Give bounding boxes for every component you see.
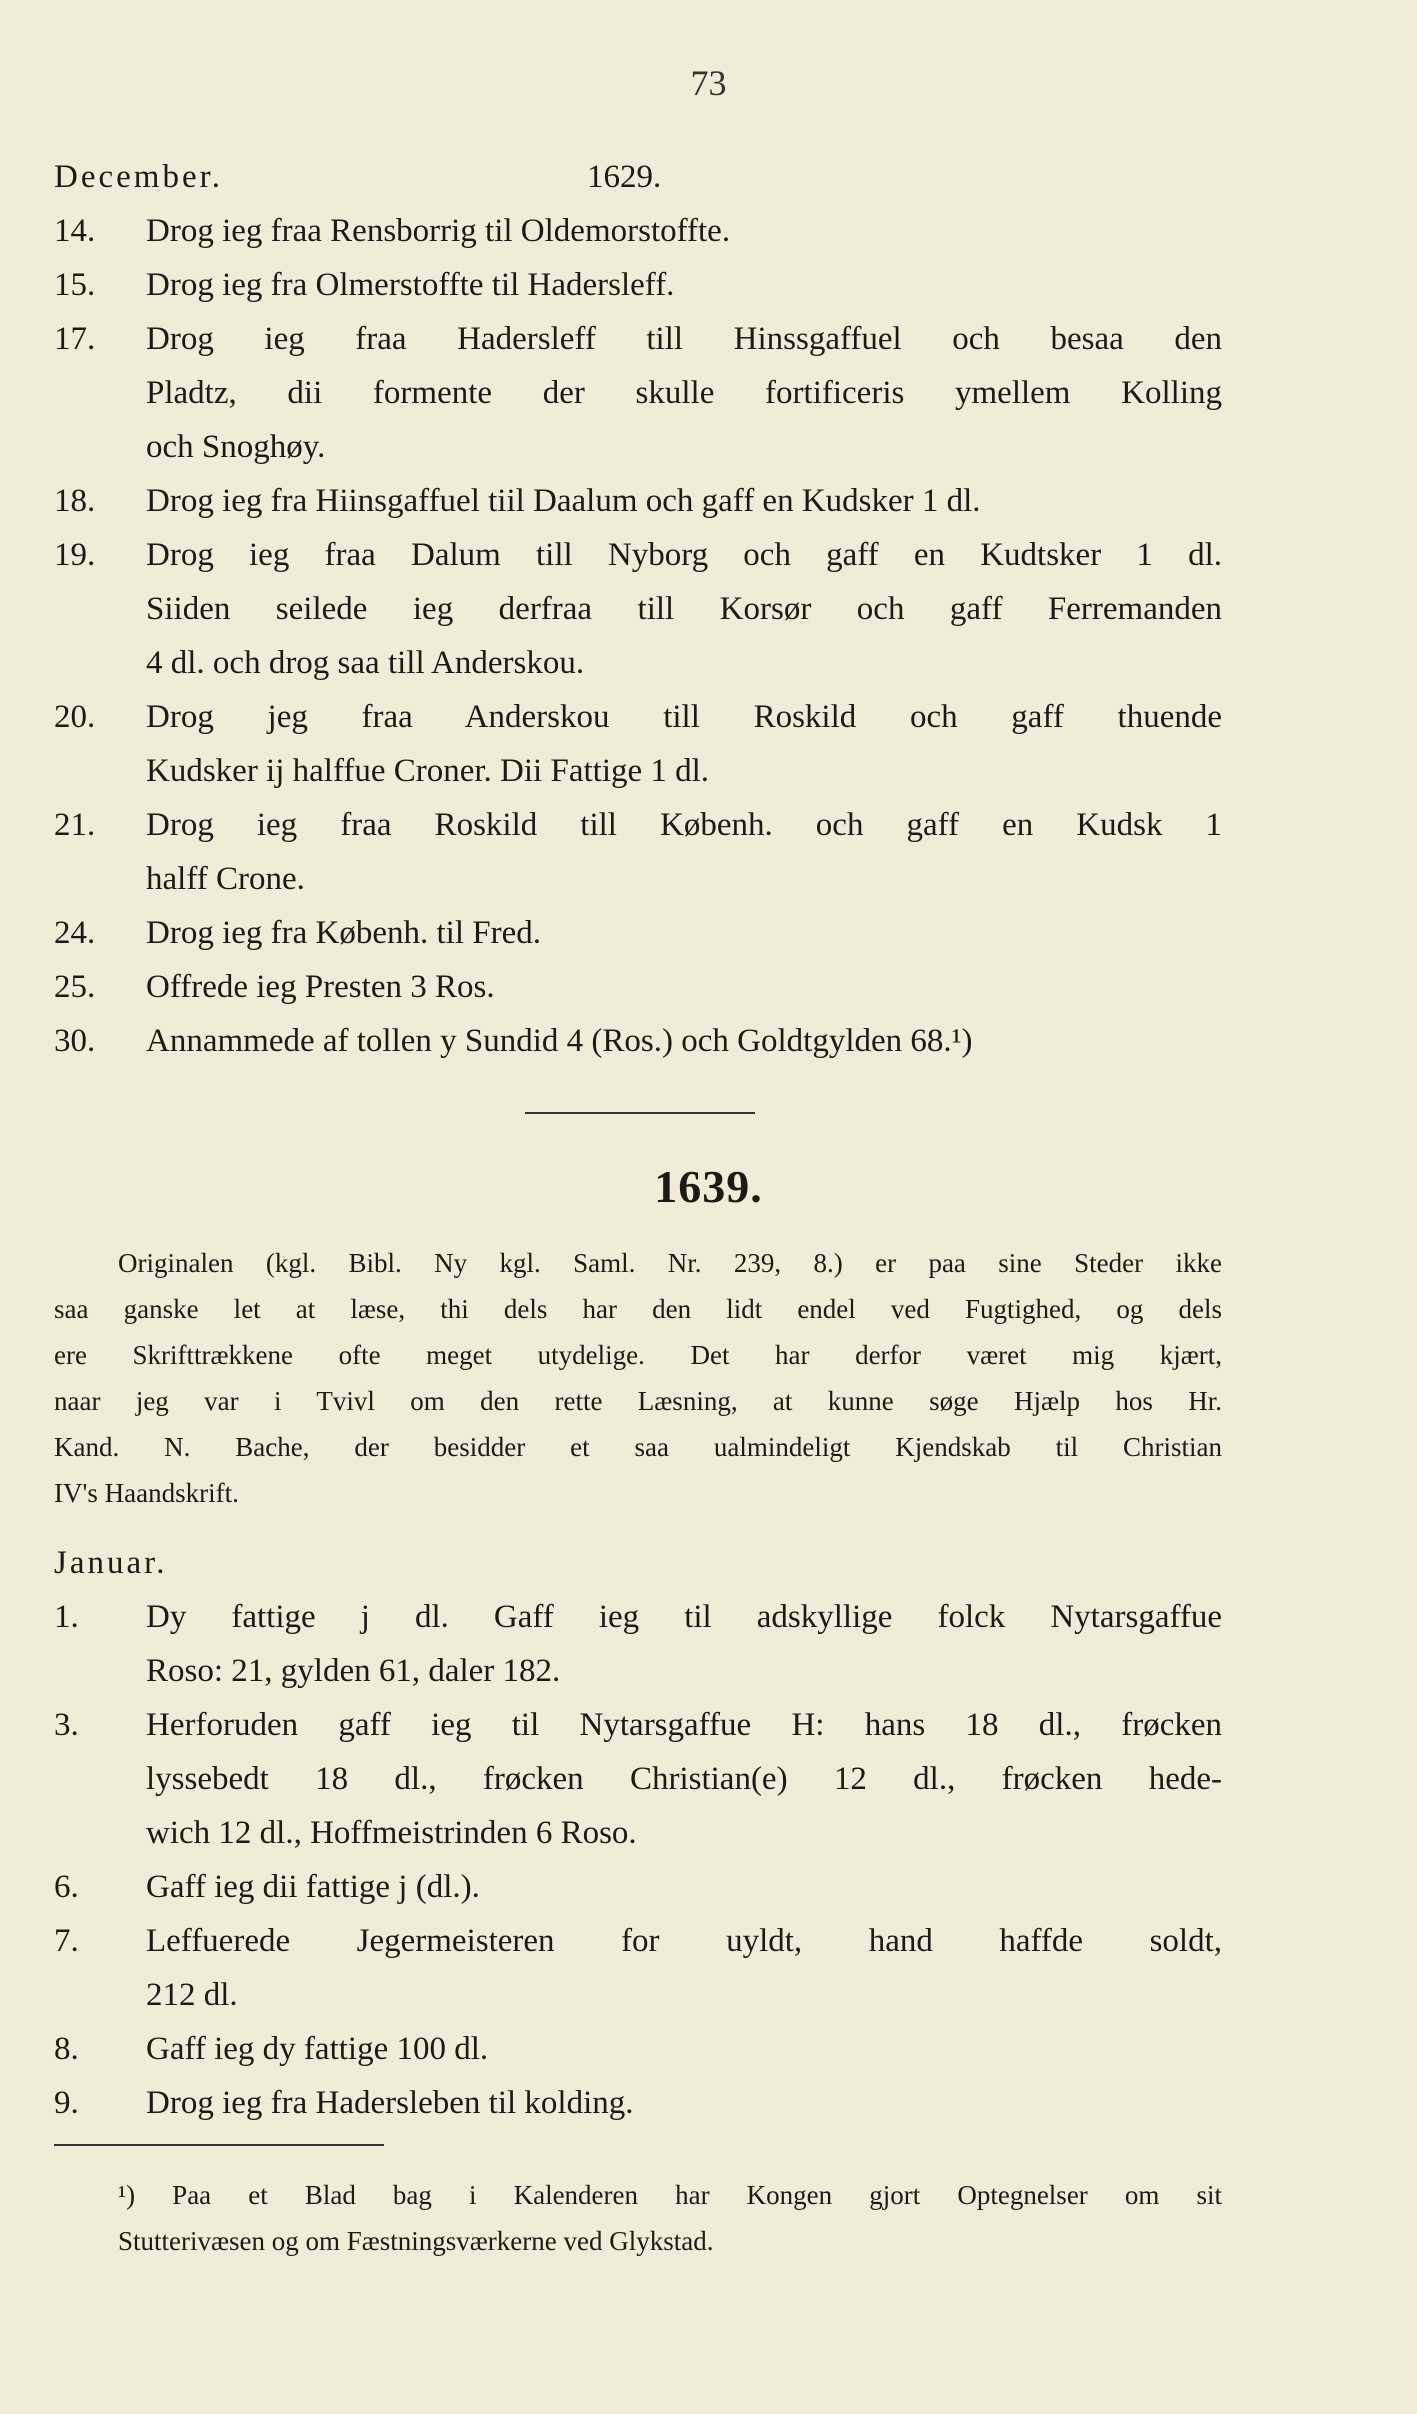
diary-entries-januar xyxy=(54,1590,1222,2130)
entry-text-line: Annammede af tollen y Sundid 4 (Ros.) och Goldtgylden 68.¹) xyxy=(146,1023,973,1059)
text-line: saa ganske let at læse, thi dels har den lidt endel ved Fugtighed, og dels xyxy=(54,1294,1222,1324)
diary-entry xyxy=(54,1590,1222,1698)
diary-entry xyxy=(54,312,1222,474)
text-line: naar jeg var i Tvivl om den rette Læsning, at kunne søge Hjælp hos Hr. xyxy=(54,1386,1222,1416)
year-heading: 1629. xyxy=(587,159,662,195)
entry-text-line: Gaff ieg dy fattige 100 dl. xyxy=(146,2031,489,2067)
diary-entry xyxy=(54,906,1222,960)
entry-text-line: Drog ieg fraa Hadersleff till Hinssgaffuel och besaa den xyxy=(146,321,1222,357)
entry-text-line: Drog jeg fraa Anderskou till Roskild och gaff thuende xyxy=(146,699,1222,735)
text-line: Stutterivæsen og om Fæstningsværkerne ved Glykstad. xyxy=(118,2226,714,2256)
diary-entry xyxy=(54,690,1222,798)
entry-text-line: lyssebedt 18 dl., frøcken Christian(e) 12 dl., frøcken hede- xyxy=(146,1761,1222,1797)
section-title-1639: 1639. xyxy=(654,1161,763,1212)
diary-entry xyxy=(54,2076,1222,2130)
entry-text-line: Siiden seilede ieg derfraa till Korsør och gaff Ferremanden xyxy=(146,591,1222,627)
entry-text-line: Drog ieg fraa Rensborrig til Oldemorstoffte. xyxy=(146,213,731,249)
entry-text-line: Herforuden gaff ieg til Nytarsgaffue H: hans 18 dl., frøcken xyxy=(146,1707,1222,1743)
page-number: 73 xyxy=(690,63,727,103)
entry-text-line: och Snoghøy. xyxy=(146,429,326,465)
text-line: Originalen (kgl. Bibl. Ny kgl. Saml. Nr. 239, 8.) er paa sine Steder ikke xyxy=(118,1248,1222,1278)
entry-day: 24. xyxy=(54,915,96,951)
diary-entry xyxy=(54,528,1222,690)
entry-text-line: Drog ieg fra Hadersleben til kolding. xyxy=(146,2085,634,2121)
entry-text-line: 4 dl. och drog saa till Anderskou. xyxy=(146,645,585,681)
diary-entry xyxy=(54,2022,1222,2076)
entry-day: 20. xyxy=(54,699,96,735)
entry-day: 21. xyxy=(54,807,96,843)
editorial-introduction xyxy=(54,1240,1222,1516)
entry-day: 6. xyxy=(54,1869,79,1905)
entry-day: 3. xyxy=(54,1707,79,1743)
entry-day: 9. xyxy=(54,2085,79,2121)
entry-day: 17. xyxy=(54,321,96,357)
entry-text-line: Leffuerede Jegermeisteren for uyldt, hand haffde soldt, xyxy=(146,1923,1222,1959)
text-line: IV's Haandskrift. xyxy=(54,1478,239,1508)
entry-text-line: Drog ieg fra Københ. til Fred. xyxy=(146,915,541,951)
footnote xyxy=(118,2172,1222,2264)
entry-day: 7. xyxy=(54,1923,79,1959)
entry-text-line: Pladtz, dii formente der skulle fortificeris ymellem Kolling xyxy=(146,375,1222,411)
entry-day: 25. xyxy=(54,969,96,1005)
diary-entry xyxy=(54,258,1222,312)
entry-text-line: 212 dl. xyxy=(146,1977,238,2013)
entry-text-line: Gaff ieg dii fattige j (dl.). xyxy=(146,1869,480,1905)
entry-day: 18. xyxy=(54,483,96,519)
entry-text-line: Drog ieg fra Olmerstoffte til Hadersleff. xyxy=(146,267,675,303)
entry-text-line: Kudsker ij halffue Croner. Dii Fattige 1 dl. xyxy=(146,753,710,789)
section-header-december xyxy=(54,150,1222,204)
entry-text-line: halff Crone. xyxy=(146,861,305,897)
diary-entry xyxy=(54,798,1222,906)
diary-entries-december xyxy=(54,204,1222,1068)
entry-text-line: Roso: 21, gylden 61, daler 182. xyxy=(146,1653,561,1689)
entry-text-line: Drog ieg fraa Dalum till Nyborg och gaff en Kudtsker 1 dl. xyxy=(146,537,1222,573)
entry-day: 19. xyxy=(54,537,96,573)
entry-day: 15. xyxy=(54,267,96,303)
entry-text-line: Drog ieg fra Hiinsgaffuel tiil Daalum och gaff en Kudsker 1 dl. xyxy=(146,483,981,519)
entry-day: 8. xyxy=(54,2031,79,2067)
text-line: ¹) Paa et Blad bag i Kalenderen har Kongen gjort Optegnelser om sit xyxy=(118,2180,1222,2210)
section-divider xyxy=(525,1112,755,1114)
entry-day: 30. xyxy=(54,1023,96,1059)
diary-entry xyxy=(54,1914,1222,2022)
entry-day: 14. xyxy=(54,213,96,249)
entry-text-line: Offrede ieg Presten 3 Ros. xyxy=(146,969,495,1005)
entry-text-line: Dy fattige j dl. Gaff ieg til adskyllige folck Nytarsgaffue xyxy=(146,1599,1222,1635)
month-heading-januar: Januar. xyxy=(54,1545,168,1581)
entry-day: 1. xyxy=(54,1599,79,1635)
month-heading: December. xyxy=(54,159,224,195)
diary-entry xyxy=(54,474,1222,528)
entry-text-line: wich 12 dl., Hoffmeistrinden 6 Roso. xyxy=(146,1815,637,1851)
diary-entry xyxy=(54,1698,1222,1860)
diary-entry xyxy=(54,1860,1222,1914)
text-line: ere Skrifttrækkene ofte meget utydelige. Det har derfor været mig kjært, xyxy=(54,1340,1222,1370)
entry-text-line: Drog ieg fraa Roskild till Københ. och gaff en Kudsk 1 xyxy=(146,807,1222,843)
footnote-divider xyxy=(54,2144,384,2146)
diary-entry xyxy=(54,960,1222,1014)
diary-entry xyxy=(54,204,1222,258)
diary-entry xyxy=(54,1014,1222,1068)
text-line: Kand. N. Bache, der besidder et saa ualmindeligt Kjendskab til Christian xyxy=(54,1432,1222,1462)
